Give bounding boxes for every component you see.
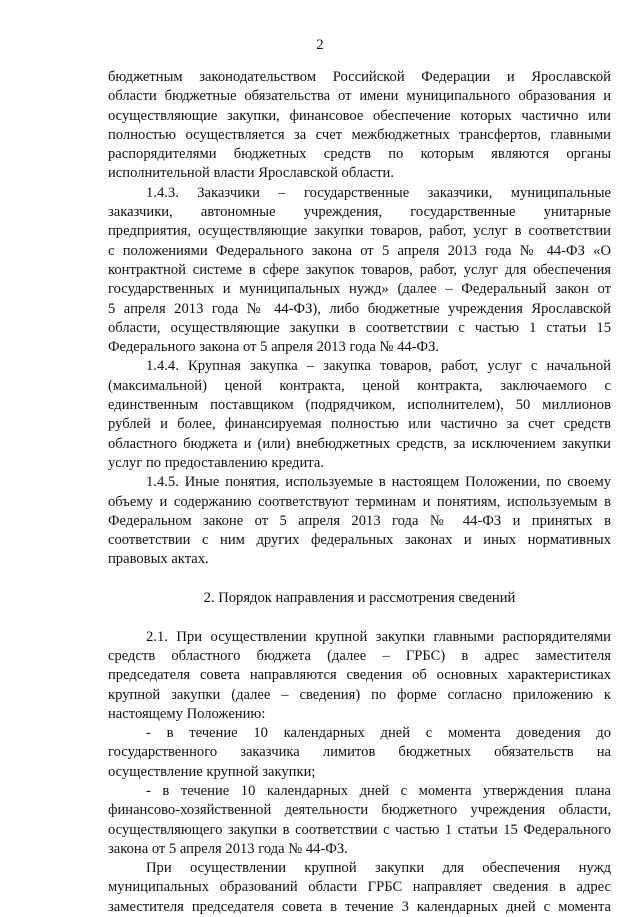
text-line: Федеральном законе от 5 апреля 2013 года № 44-ФЗ и принятых в — [108, 512, 611, 529]
text-line: бюджетным законодательством Российской Федерации и Ярославской — [108, 69, 611, 85]
text-line: председателя совета направляются сведения об основных характеристиках — [108, 667, 611, 684]
text-line: соответствии с ним других федеральных законах и иных нормативных — [108, 532, 611, 549]
text-line: 1.4.4. Крупная закупка – закупка товаров, работ, услуг с начальной — [146, 358, 611, 375]
text-line: 2.1. При осуществлении крупной закупки главными распорядителями — [146, 628, 611, 645]
text-line: заказчики, автономные учреждения, государственные унитарные — [108, 204, 611, 221]
text-line: Федерального закона от 5 апреля 2013 года № 44-ФЗ. — [108, 339, 440, 356]
text-line: области бюджетные обязательства от имени муниципального образования и — [108, 88, 611, 105]
text-line: средств областного бюджета (далее – ГРБС) в адрес заместителя — [108, 647, 611, 664]
text-line: рублей и более, финансируемая полностью или частично за счет средств — [108, 416, 611, 433]
text-line: закона от 5 апреля 2013 года № 44-ФЗ. — [108, 840, 348, 857]
text-line: правовых актах. — [108, 551, 209, 568]
section-heading: 2. Порядок направления и рассмотрения сведений — [203, 590, 516, 607]
text-line: - в течение 10 календарных дней с момента доведения до — [146, 725, 611, 742]
paragraph — [108, 628, 611, 724]
text-line: объему и содержанию соответствуют терминам и понятиям, используемым в — [108, 493, 611, 510]
paragraph — [108, 859, 611, 917]
text-line: 1.4.5. Иные понятия, используемые в настоящем Положении, по своему — [146, 474, 611, 491]
paragraph — [108, 184, 611, 358]
text-line: осуществляющие закупки, финансовое обеспечение которых частично или — [108, 107, 611, 124]
text-line: с положениями Федерального закона от 5 апреля 2013 года № 44-ФЗ «О — [108, 242, 611, 259]
spacer — [108, 608, 611, 627]
text-line: крупной закупки (далее – сведения) по форме согласно приложению к — [108, 686, 611, 703]
text-line: муниципальных образований области ГРБС направляет сведения в адрес — [108, 879, 611, 896]
paragraph — [108, 68, 611, 184]
text-line: контрактной системе в сфере закупок товаров, работ, услуг для обеспечения — [108, 261, 611, 278]
paragraph — [108, 473, 611, 569]
text-line: 5 апреля 2013 года № 44-ФЗ), либо бюджетные учреждения Ярославской — [108, 300, 611, 317]
spacer — [108, 570, 611, 589]
paragraph — [108, 782, 611, 859]
text-line: При осуществлении крупной закупки для обеспечения нужд — [146, 860, 611, 877]
text-line: области, осуществляющие закупки в соответствии с частью 1 статьи 15 — [108, 319, 611, 336]
text-line: полностью осуществляется за счет межбюджетных трансфертов, главными — [108, 126, 611, 143]
page-number: 2 — [316, 37, 324, 53]
text-line: настоящему Положению: — [108, 705, 266, 722]
text-line: единственным поставщиком (подрядчиком, исполнителем), 50 миллионов — [108, 397, 611, 414]
text-line: осуществление крупной закупки; — [108, 763, 316, 780]
text-line: финансово-хозяйственной деятельности бюджетного учреждения области, — [108, 802, 611, 819]
text-line: исполнительной власти Ярославской области. — [108, 165, 394, 182]
text-line: заместителя председателя совета в течение 3 календарных дней с момента — [108, 898, 611, 915]
text-line: (максимальной) ценой контракта, ценой контракта, заключаемого с — [108, 377, 611, 394]
text-line: 1.4.3. Заказчики – государственные заказчики, муниципальные — [146, 184, 611, 201]
procedure-section — [108, 628, 611, 917]
text-line: предприятия, осуществляющие закупки товаров, работ, услуг в соответствии — [108, 223, 611, 240]
definitions-section — [108, 68, 611, 570]
paragraph — [108, 357, 611, 473]
text-line: - в течение 10 календарных дней с момента утверждения плана — [146, 782, 611, 799]
text-line: осуществляющего закупки в соответствии с частью 1 статьи 15 Федерального — [108, 821, 611, 838]
text-line: государственного заказчика лимитов бюджетных обязательств на — [108, 744, 611, 761]
text-line: услуг по предоставлению кредита. — [108, 454, 324, 471]
document-body — [108, 68, 611, 917]
paragraph — [108, 724, 611, 782]
text-line: распорядителями бюджетных средств по которым являются органы — [108, 146, 611, 163]
text-line: областного бюджета и (или) внебюджетных средств, за исключением закупки — [108, 435, 611, 452]
text-line: государственных и муниципальных нужд» (далее – Федеральный закон от — [108, 281, 611, 298]
